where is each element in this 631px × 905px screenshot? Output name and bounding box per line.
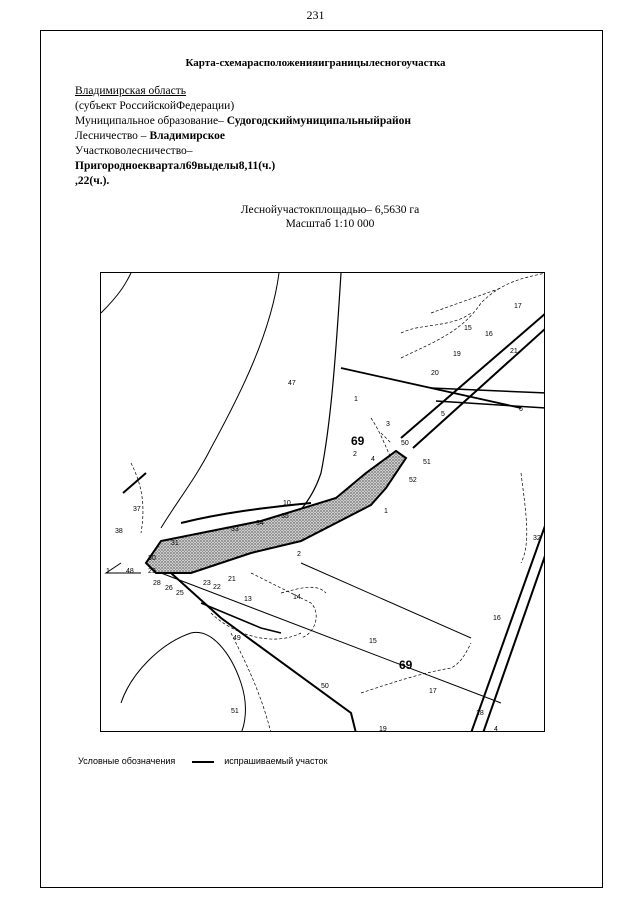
svg-text:15: 15 <box>369 638 377 645</box>
svg-text:2: 2 <box>297 551 301 558</box>
page-number: 231 <box>306 8 325 22</box>
svg-text:19: 19 <box>453 351 461 358</box>
svg-text:30: 30 <box>148 555 156 562</box>
svg-text:25: 25 <box>176 590 184 597</box>
svg-text:4: 4 <box>494 726 498 733</box>
svg-text:50: 50 <box>321 683 329 690</box>
scale-text: Масштаб 1:10 000 <box>285 218 375 230</box>
svg-text:29: 29 <box>148 568 156 575</box>
svg-text:32: 32 <box>533 535 541 542</box>
svg-text:3: 3 <box>386 421 390 428</box>
svg-text:1: 1 <box>354 396 358 403</box>
area-text: Леснойучастокплощадью– 6,5630 га <box>240 204 420 216</box>
municipality-line <box>75 114 411 129</box>
legend-item: испрашиваемый участок <box>224 756 328 766</box>
track-south-2 <box>201 603 281 633</box>
svg-text:15: 15 <box>464 325 472 332</box>
svg-text:51: 51 <box>231 708 239 715</box>
svg-text:22: 22 <box>213 584 221 591</box>
quarter-line: Пригородноеквартал69выделы8,11(ч.) <box>75 160 276 172</box>
svg-text:10: 10 <box>283 500 291 507</box>
svg-text:28: 28 <box>153 580 161 587</box>
svg-text:21: 21 <box>510 348 518 355</box>
forestry-line <box>75 129 411 144</box>
svg-text:18: 18 <box>476 710 484 717</box>
svg-text:6: 6 <box>519 406 523 413</box>
location-info <box>75 84 411 189</box>
svg-text:17: 17 <box>429 688 437 695</box>
quarter-boundary-inner <box>301 563 471 638</box>
district-line: Участковолесничество– <box>75 145 193 157</box>
svg-text:17: 17 <box>514 303 522 310</box>
svg-text:38: 38 <box>115 528 123 535</box>
legend-line-swatch <box>192 761 214 763</box>
svg-text:47: 47 <box>288 380 296 387</box>
svg-text:2: 2 <box>353 451 357 458</box>
area-block <box>0 203 631 231</box>
svg-text:21: 21 <box>228 576 236 583</box>
requested-plot <box>146 451 406 573</box>
svg-text:37: 37 <box>133 506 141 513</box>
municipality-prefix: Муниципальное образование– <box>75 115 224 127</box>
svg-text:33: 33 <box>231 526 239 533</box>
quarter-number-bottom: 69 <box>399 658 413 672</box>
svg-text:5: 5 <box>441 411 445 418</box>
svg-text:51: 51 <box>423 459 431 466</box>
svg-text:16: 16 <box>485 331 493 338</box>
svg-text:26: 26 <box>165 585 173 592</box>
svg-text:13: 13 <box>244 596 252 603</box>
svg-text:31: 31 <box>171 540 179 547</box>
municipality-value: Судогодскиймуниципальныйрайон <box>226 115 412 127</box>
svg-text:23: 23 <box>203 580 211 587</box>
top-left-line <box>101 273 131 313</box>
legend <box>78 756 327 766</box>
region-note: (субъект РоссийскойФедерации) <box>75 100 235 112</box>
forest-map <box>100 272 545 732</box>
svg-text:1: 1 <box>384 508 388 515</box>
svg-text:48: 48 <box>126 568 134 575</box>
svg-text:52: 52 <box>409 477 417 484</box>
svg-text:4: 4 <box>371 456 375 463</box>
svg-text:19: 19 <box>379 726 387 733</box>
svg-text:34: 34 <box>256 520 264 527</box>
svg-text:20: 20 <box>431 370 439 377</box>
quarter-number-top: 69 <box>351 434 365 448</box>
map-drawing <box>101 273 545 732</box>
legend-label: Условные обозначения <box>78 756 176 766</box>
region: Владимирская область <box>75 85 187 97</box>
svg-text:35: 35 <box>281 513 289 520</box>
svg-text:16: 16 <box>493 615 501 622</box>
road-left-edge <box>401 313 545 438</box>
road-south-2 <box>483 553 545 732</box>
road-south-1 <box>471 523 545 732</box>
forestry-prefix: Лесничество – <box>75 130 147 142</box>
river-boundary-left <box>161 273 279 528</box>
svg-text:49: 49 <box>233 635 241 642</box>
forestry-value: Владимирское <box>149 130 226 142</box>
svg-text:1: 1 <box>106 568 110 575</box>
svg-text:50: 50 <box>401 440 409 447</box>
svg-text:14: 14 <box>293 594 301 601</box>
quarter-line-2: ,22(ч.). <box>75 175 110 187</box>
map-title: Карта-схемарасположенияиграницылесногоучастка <box>185 57 446 69</box>
